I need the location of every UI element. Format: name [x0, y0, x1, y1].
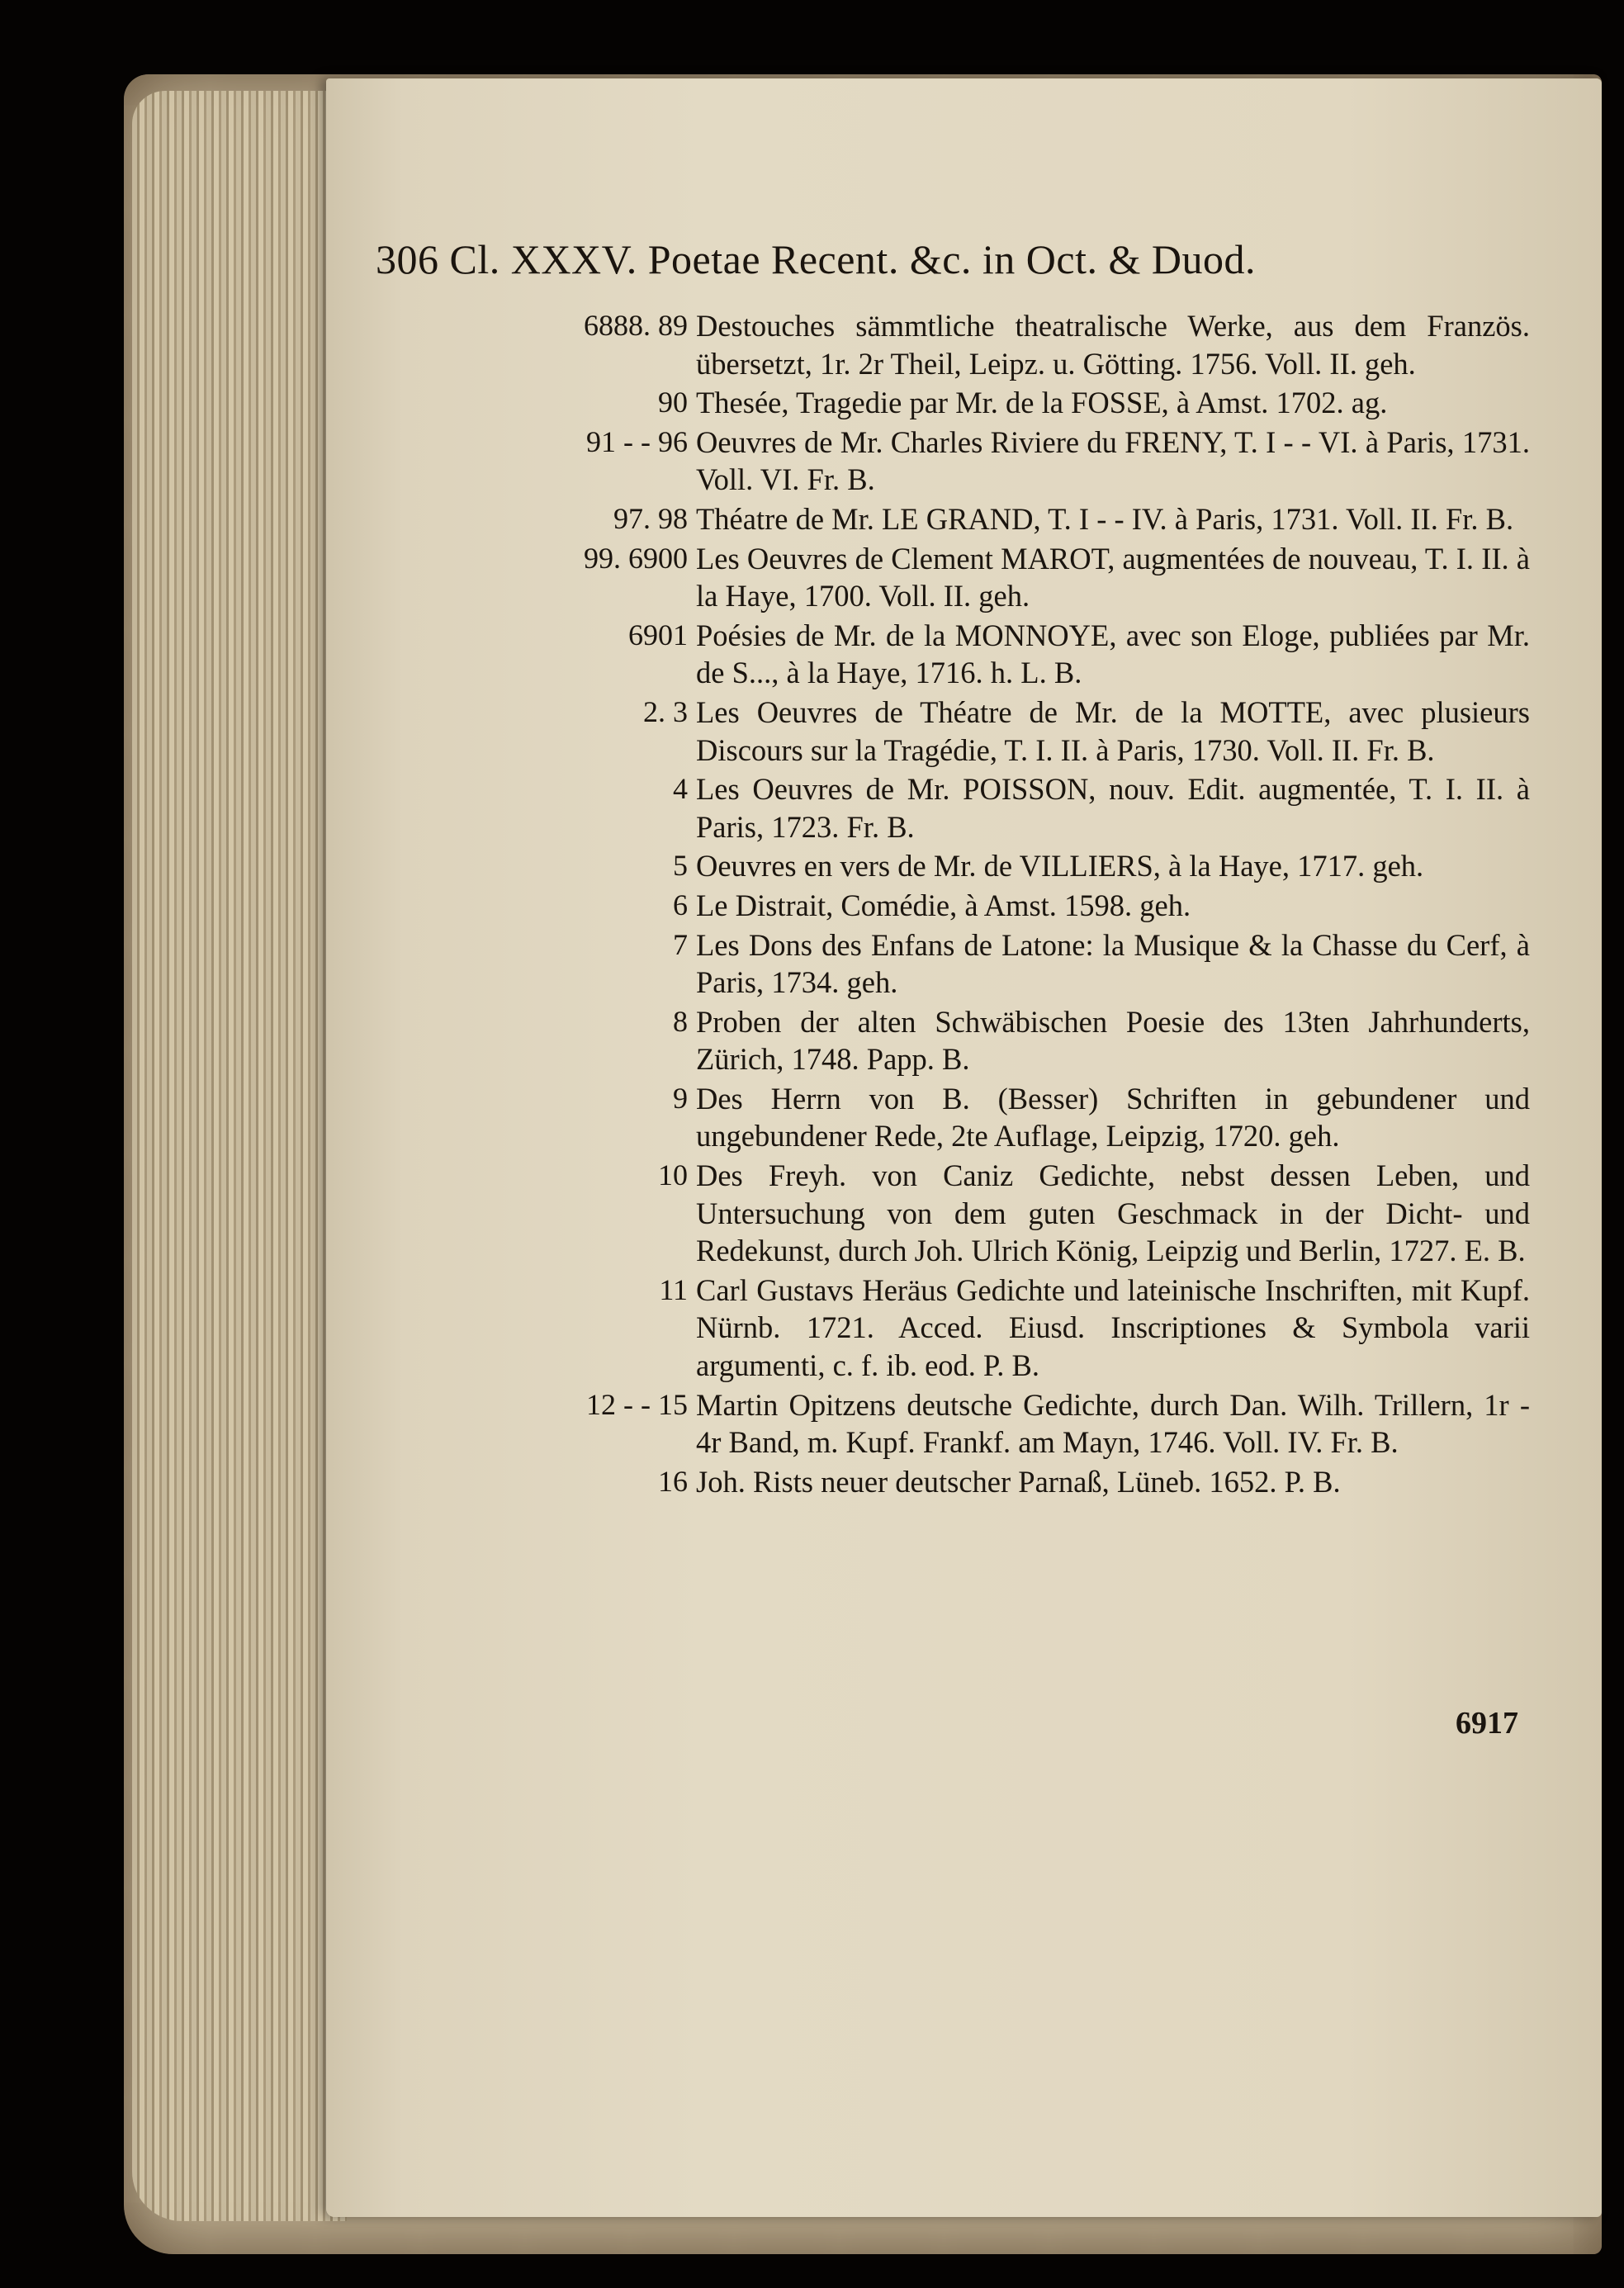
entry-text: Les Oeuvres de Mr. POISSON, nouv. Edit. augmentée, T. I. II. à Paris, 1723. Fr. B. [696, 772, 1530, 844]
catalog-entry [628, 617, 1530, 692]
entry-number: 99. 6900 [584, 541, 688, 575]
entry-text: Des Herrn von B. (Besser) Schriften in gebundener und ungebundener Rede, 2te Auflage, Leipzig, 1720. geh. [696, 1081, 1530, 1153]
entry-text: Carl Gustavs Heräus Gedichte und lateinische Inschriften, mit Kupf. Nürnb. 1721. Acced. Eiusd. Inscriptiones & Symbola varii argumenti, c. f. ib. eod. P. B. [696, 1272, 1530, 1383]
entry-number: 7 [673, 927, 688, 961]
page-edges [132, 91, 347, 2221]
entry-number: 8 [673, 1004, 688, 1038]
catalog-entry [584, 540, 1530, 615]
entry-text: Proben der alten Schwäbischen Poesie des 13ten Jahrhunderts, Zürich, 1748. Papp. B. [696, 1004, 1530, 1077]
entry-number: 10 [658, 1158, 688, 1192]
catalog-entry [586, 424, 1530, 499]
catalog-entry [658, 1463, 1530, 1501]
catalog-entry [673, 926, 1530, 1002]
entry-text: Destouches sämmtliche theatralische Werke, aus dem Französ. übersetzt, 1r. 2r Theil, Leipz. u. Götting. 1756. Voll. II. geh. [696, 309, 1530, 381]
entry-number: 11 [659, 1272, 688, 1306]
entry-text: Des Freyh. von Caniz Gedichte, nebst dessen Leben, und Untersuchung von dem guten Geschmack in der Dicht- und Redekunst, durch Joh. Ulrich König, Leipzig und Berlin, 1727. E. B. [696, 1158, 1530, 1268]
catalog-entry [673, 1003, 1530, 1078]
entry-number: 6888. 89 [584, 309, 688, 342]
entry-text: Thesée, Tragedie par Mr. de la FOSSE, à Amst. 1702. ag. [696, 386, 1388, 420]
entry-text: Joh. Rists neuer deutscher Parnaß, Lüneb. 1652. P. B. [696, 1464, 1341, 1499]
entry-text: Oeuvres de Mr. Charles Riviere du FRENY, T. I - - VI. à Paris, 1731. Voll. VI. Fr. B. [696, 424, 1530, 497]
entry-number: 2. 3 [643, 694, 688, 728]
catalog-entry [658, 1157, 1530, 1270]
entry-number: 6 [673, 888, 688, 921]
entry-number: 16 [658, 1464, 688, 1498]
catalog-entry [584, 307, 1530, 382]
catalog-entry [673, 770, 1530, 846]
entry-text: Les Dons des Enfans de Latone: la Musique & la Chasse du Cerf, à Paris, 1734. geh. [696, 927, 1530, 1000]
entry-text: Les Oeuvres de Clement MAROT, augmentées de nouveau, T. I. II. à la Haye, 1700. Voll. II. geh. [696, 541, 1530, 613]
entry-number: 97. 98 [613, 501, 688, 535]
catalog-entry [613, 500, 1530, 538]
entry-number: 9 [673, 1081, 688, 1115]
entry-number: 6901 [628, 618, 688, 651]
entry-text: Poésies de Mr. de la MONNOYE, avec son Eloge, publiées par Mr. de S..., à la Haye, 1716. h. L. B. [696, 618, 1530, 690]
catchword: 6917 [1456, 1706, 1518, 1741]
entry-text: Les Oeuvres de Théatre de Mr. de la MOTTE, avec plusieurs Discours sur la Tragédie, T. I. II. à Paris, 1730. Voll. II. Fr. B. [696, 694, 1530, 767]
entry-text: Le Distrait, Comédie, à Amst. 1598. geh. [696, 888, 1191, 922]
catalog-entry [586, 1386, 1530, 1461]
catalog-entry [673, 1080, 1530, 1155]
entry-number: 5 [673, 849, 688, 883]
entry-number: 4 [673, 772, 688, 806]
entry-text: Théatre de Mr. LE GRAND, T. I - - IV. à Paris, 1731. Voll. II. Fr. B. [696, 501, 1514, 536]
catalog-entry [673, 847, 1530, 885]
entry-number: 91 - - 96 [586, 424, 688, 458]
catalog-entry [659, 1272, 1530, 1385]
page-header: 306 Cl. XXXV. Poetae Recent. &c. in Oct. & Duod. [376, 236, 1256, 282]
entry-number: 12 - - 15 [586, 1387, 688, 1421]
entry-text: Oeuvres en vers de Mr. de VILLIERS, à la Haye, 1717. geh. [696, 849, 1424, 883]
entry-number: 90 [658, 386, 688, 419]
catalog-entry [658, 384, 1530, 422]
catalog-entry [673, 887, 1530, 925]
entry-text: Martin Opitzens deutsche Gedichte, durch Dan. Wilh. Trillern, 1r - 4r Band, m. Kupf. Frankf. am Mayn, 1746. Voll. IV. Fr. B. [696, 1387, 1530, 1460]
catalog-entry [643, 694, 1530, 769]
catalog-entries [584, 307, 1530, 1502]
